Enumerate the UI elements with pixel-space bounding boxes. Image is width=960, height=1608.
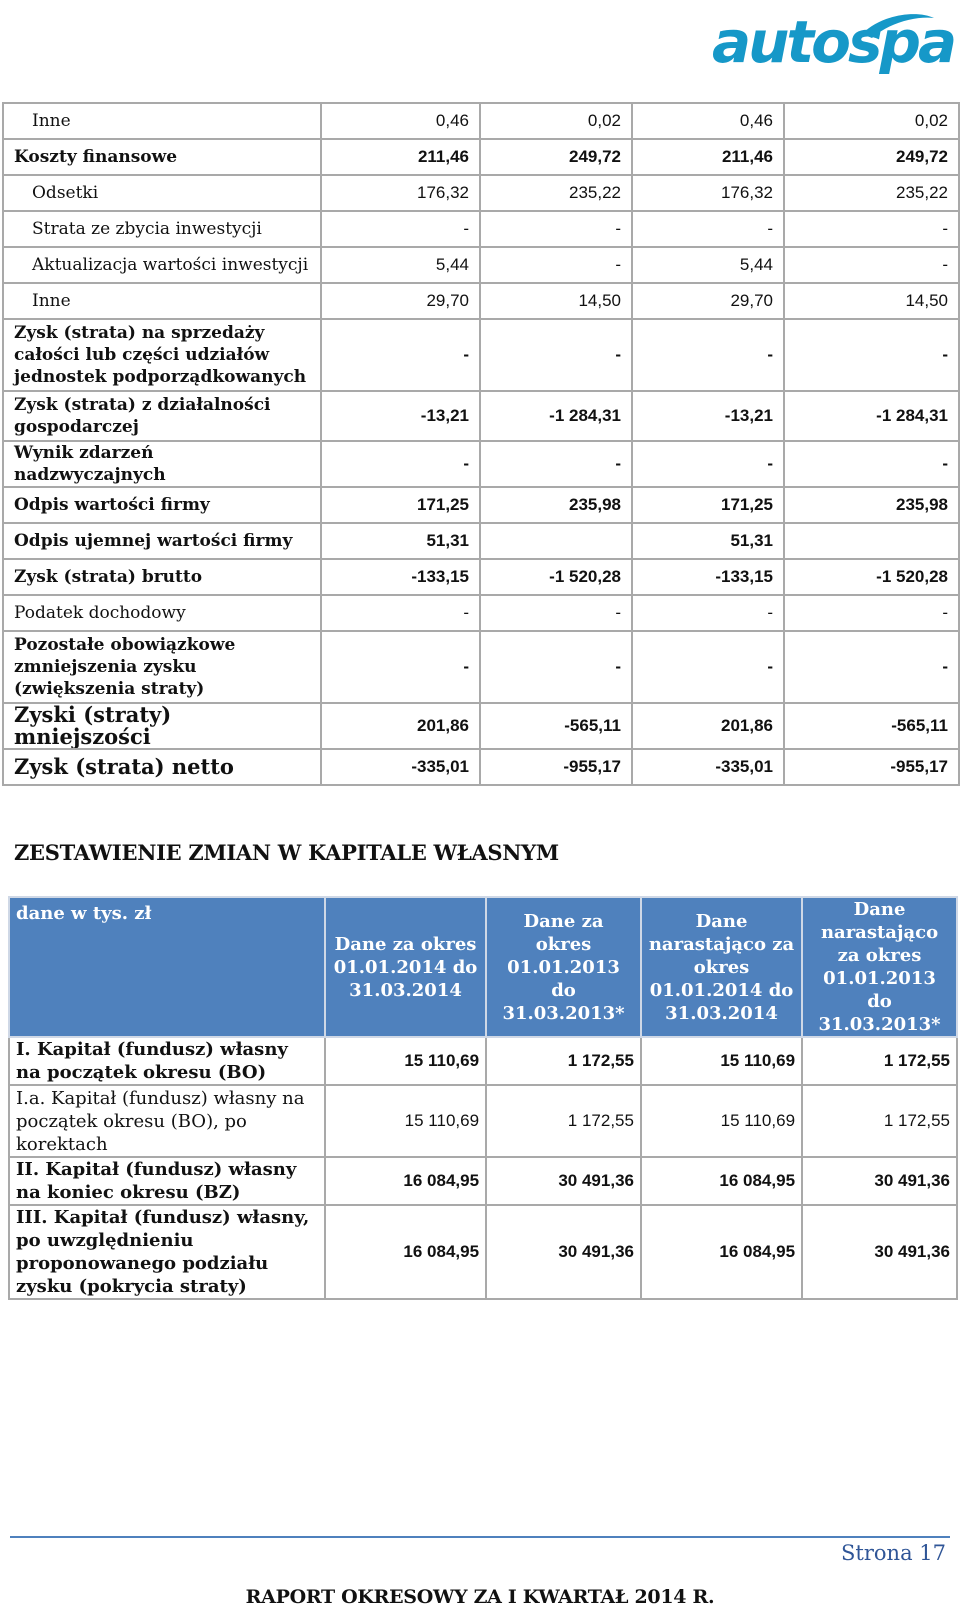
value-cell: 176,32	[632, 175, 784, 211]
value-cell: -	[632, 441, 784, 487]
value-cell: 0,02	[480, 103, 632, 139]
value-cell: -1 284,31	[480, 391, 632, 441]
footer-divider	[10, 1536, 950, 1538]
value-cell: 16 084,95	[641, 1205, 802, 1299]
value-cell	[784, 523, 959, 559]
row-label: Inne	[3, 283, 321, 319]
table-row	[3, 103, 959, 139]
value-cell: -	[784, 441, 959, 487]
row-label: Pozostałe obowiązkowe zmniejszenia zysku (zwiększenia straty)	[3, 631, 321, 703]
value-cell: 29,70	[632, 283, 784, 319]
value-cell: 235,98	[480, 487, 632, 523]
row-label: Odsetki	[3, 175, 321, 211]
row-label: I.a. Kapitał (fundusz) własny na początek okresu (BO), po korektach	[9, 1085, 325, 1157]
value-cell: -133,15	[321, 559, 480, 595]
row-label: Odpis ujemnej wartości firmy	[3, 523, 321, 559]
table-row	[3, 441, 959, 487]
value-cell: -	[480, 247, 632, 283]
table-row	[3, 631, 959, 703]
income-statement-table	[2, 102, 960, 786]
value-cell: 30 491,36	[802, 1157, 957, 1205]
row-label: Zysk (strata) z działalności gospodarczej	[3, 391, 321, 441]
value-cell: 211,46	[632, 139, 784, 175]
row-label: II. Kapitał (fundusz) własny na koniec okresu (BZ)	[9, 1157, 325, 1205]
value-cell: 235,22	[784, 175, 959, 211]
value-cell: -	[321, 631, 480, 703]
value-cell: -	[784, 631, 959, 703]
value-cell: 1 172,55	[486, 1085, 641, 1157]
value-cell: -335,01	[321, 749, 480, 785]
value-cell: -	[321, 595, 480, 631]
column-header: Dane narastająco za okres 01.01.2013 do 31.03.2013*	[802, 897, 957, 1037]
value-cell: -565,11	[784, 703, 959, 749]
value-cell: -	[480, 211, 632, 247]
value-cell	[480, 523, 632, 559]
company-logo	[712, 8, 955, 80]
page-number: Strona 17	[841, 1541, 946, 1565]
value-cell: -1 520,28	[480, 559, 632, 595]
value-cell: 211,46	[321, 139, 480, 175]
table-row	[3, 211, 959, 247]
value-cell: 14,50	[480, 283, 632, 319]
value-cell: 1 172,55	[802, 1037, 957, 1085]
table-row	[3, 391, 959, 441]
row-label: Wynik zdarzeń nadzwyczajnych	[3, 441, 321, 487]
row-label: I. Kapitał (fundusz) własny na początek okresu (BO)	[9, 1037, 325, 1085]
value-cell: -	[480, 595, 632, 631]
value-cell: -	[321, 441, 480, 487]
row-label: Odpis wartości firmy	[3, 487, 321, 523]
value-cell: -	[321, 211, 480, 247]
table-row	[3, 319, 959, 391]
row-label: Zysk (strata) na sprzedaży całości lub części udziałów jednostek podporządkowanych	[3, 319, 321, 391]
value-cell: 16 084,95	[325, 1157, 486, 1205]
row-label: Zyski (straty) mniejszości	[3, 703, 321, 749]
value-cell: 201,86	[632, 703, 784, 749]
value-cell: 171,25	[321, 487, 480, 523]
value-cell: 15 110,69	[325, 1085, 486, 1157]
value-cell: 5,44	[632, 247, 784, 283]
value-cell: -1 520,28	[784, 559, 959, 595]
value-cell: -13,21	[321, 391, 480, 441]
value-cell: -	[784, 319, 959, 391]
value-cell: -955,17	[784, 749, 959, 785]
value-cell: 29,70	[321, 283, 480, 319]
value-cell: 51,31	[632, 523, 784, 559]
value-cell: 5,44	[321, 247, 480, 283]
table-row	[3, 139, 959, 175]
table-row	[3, 247, 959, 283]
value-cell: -	[480, 441, 632, 487]
row-label: III. Kapitał (fundusz) własny, po uwzględnieniu proponowanego podziału zysku (pokrycia straty)	[9, 1205, 325, 1299]
value-cell: 1 172,55	[802, 1085, 957, 1157]
table-row	[3, 283, 959, 319]
value-cell: 15 110,69	[325, 1037, 486, 1085]
value-cell: 51,31	[321, 523, 480, 559]
value-cell: -	[632, 631, 784, 703]
value-cell: -	[632, 319, 784, 391]
row-label: Podatek dochodowy	[3, 595, 321, 631]
table-row	[9, 1085, 957, 1157]
logo-text: autospa	[712, 8, 955, 76]
value-cell: -	[480, 631, 632, 703]
value-cell: 0,02	[784, 103, 959, 139]
value-cell: 30 491,36	[802, 1205, 957, 1299]
value-cell: 249,72	[784, 139, 959, 175]
value-cell: 0,46	[321, 103, 480, 139]
value-cell: 15 110,69	[641, 1037, 802, 1085]
column-header: Dane narastająco za okres 01.01.2014 do 31.03.2014	[641, 897, 802, 1037]
table-row	[9, 1157, 957, 1205]
table-row	[9, 1205, 957, 1299]
value-cell: -	[632, 211, 784, 247]
value-cell: -	[784, 247, 959, 283]
row-label: Strata ze zbycia inwestycji	[3, 211, 321, 247]
value-cell: 171,25	[632, 487, 784, 523]
value-cell: 201,86	[321, 703, 480, 749]
value-cell: 30 491,36	[486, 1157, 641, 1205]
value-cell: 16 084,95	[641, 1157, 802, 1205]
section-title: ZESTAWIENIE ZMIAN W KAPITALE WŁASNYM	[14, 840, 559, 865]
table-row	[9, 1037, 957, 1085]
value-cell: -955,17	[480, 749, 632, 785]
value-cell: -	[632, 595, 784, 631]
column-header: Dane za okres 01.01.2013 do 31.03.2013*	[486, 897, 641, 1037]
row-label: Aktualizacja wartości inwestycji	[3, 247, 321, 283]
value-cell: 15 110,69	[641, 1085, 802, 1157]
row-label: Inne	[3, 103, 321, 139]
table-row	[3, 175, 959, 211]
value-cell: 16 084,95	[325, 1205, 486, 1299]
value-cell: 14,50	[784, 283, 959, 319]
table-row	[3, 559, 959, 595]
value-cell: -335,01	[632, 749, 784, 785]
value-cell: 0,46	[632, 103, 784, 139]
table-header-row	[9, 897, 957, 1037]
value-cell: -13,21	[632, 391, 784, 441]
report-title: RAPORT OKRESOWY ZA I KWARTAŁ 2014 R.	[245, 1586, 715, 1608]
column-header: Dane za okres 01.01.2014 do 31.03.2014	[325, 897, 486, 1037]
table-row	[3, 523, 959, 559]
table-row	[3, 703, 959, 749]
table-row	[3, 595, 959, 631]
row-label: Zysk (strata) netto	[3, 749, 321, 785]
row-label: Koszty finansowe	[3, 139, 321, 175]
value-cell: 30 491,36	[486, 1205, 641, 1299]
row-label: Zysk (strata) brutto	[3, 559, 321, 595]
value-cell: -	[784, 595, 959, 631]
unit-label: dane w tys. zł	[9, 897, 325, 1037]
value-cell: 235,22	[480, 175, 632, 211]
value-cell: -	[321, 319, 480, 391]
value-cell: 249,72	[480, 139, 632, 175]
value-cell: 1 172,55	[486, 1037, 641, 1085]
value-cell: -1 284,31	[784, 391, 959, 441]
value-cell: -	[784, 211, 959, 247]
value-cell: 176,32	[321, 175, 480, 211]
equity-changes-table	[8, 896, 958, 1300]
table-row	[3, 487, 959, 523]
value-cell: 235,98	[784, 487, 959, 523]
value-cell: -133,15	[632, 559, 784, 595]
value-cell: -	[480, 319, 632, 391]
value-cell: -565,11	[480, 703, 632, 749]
table-row	[3, 749, 959, 785]
